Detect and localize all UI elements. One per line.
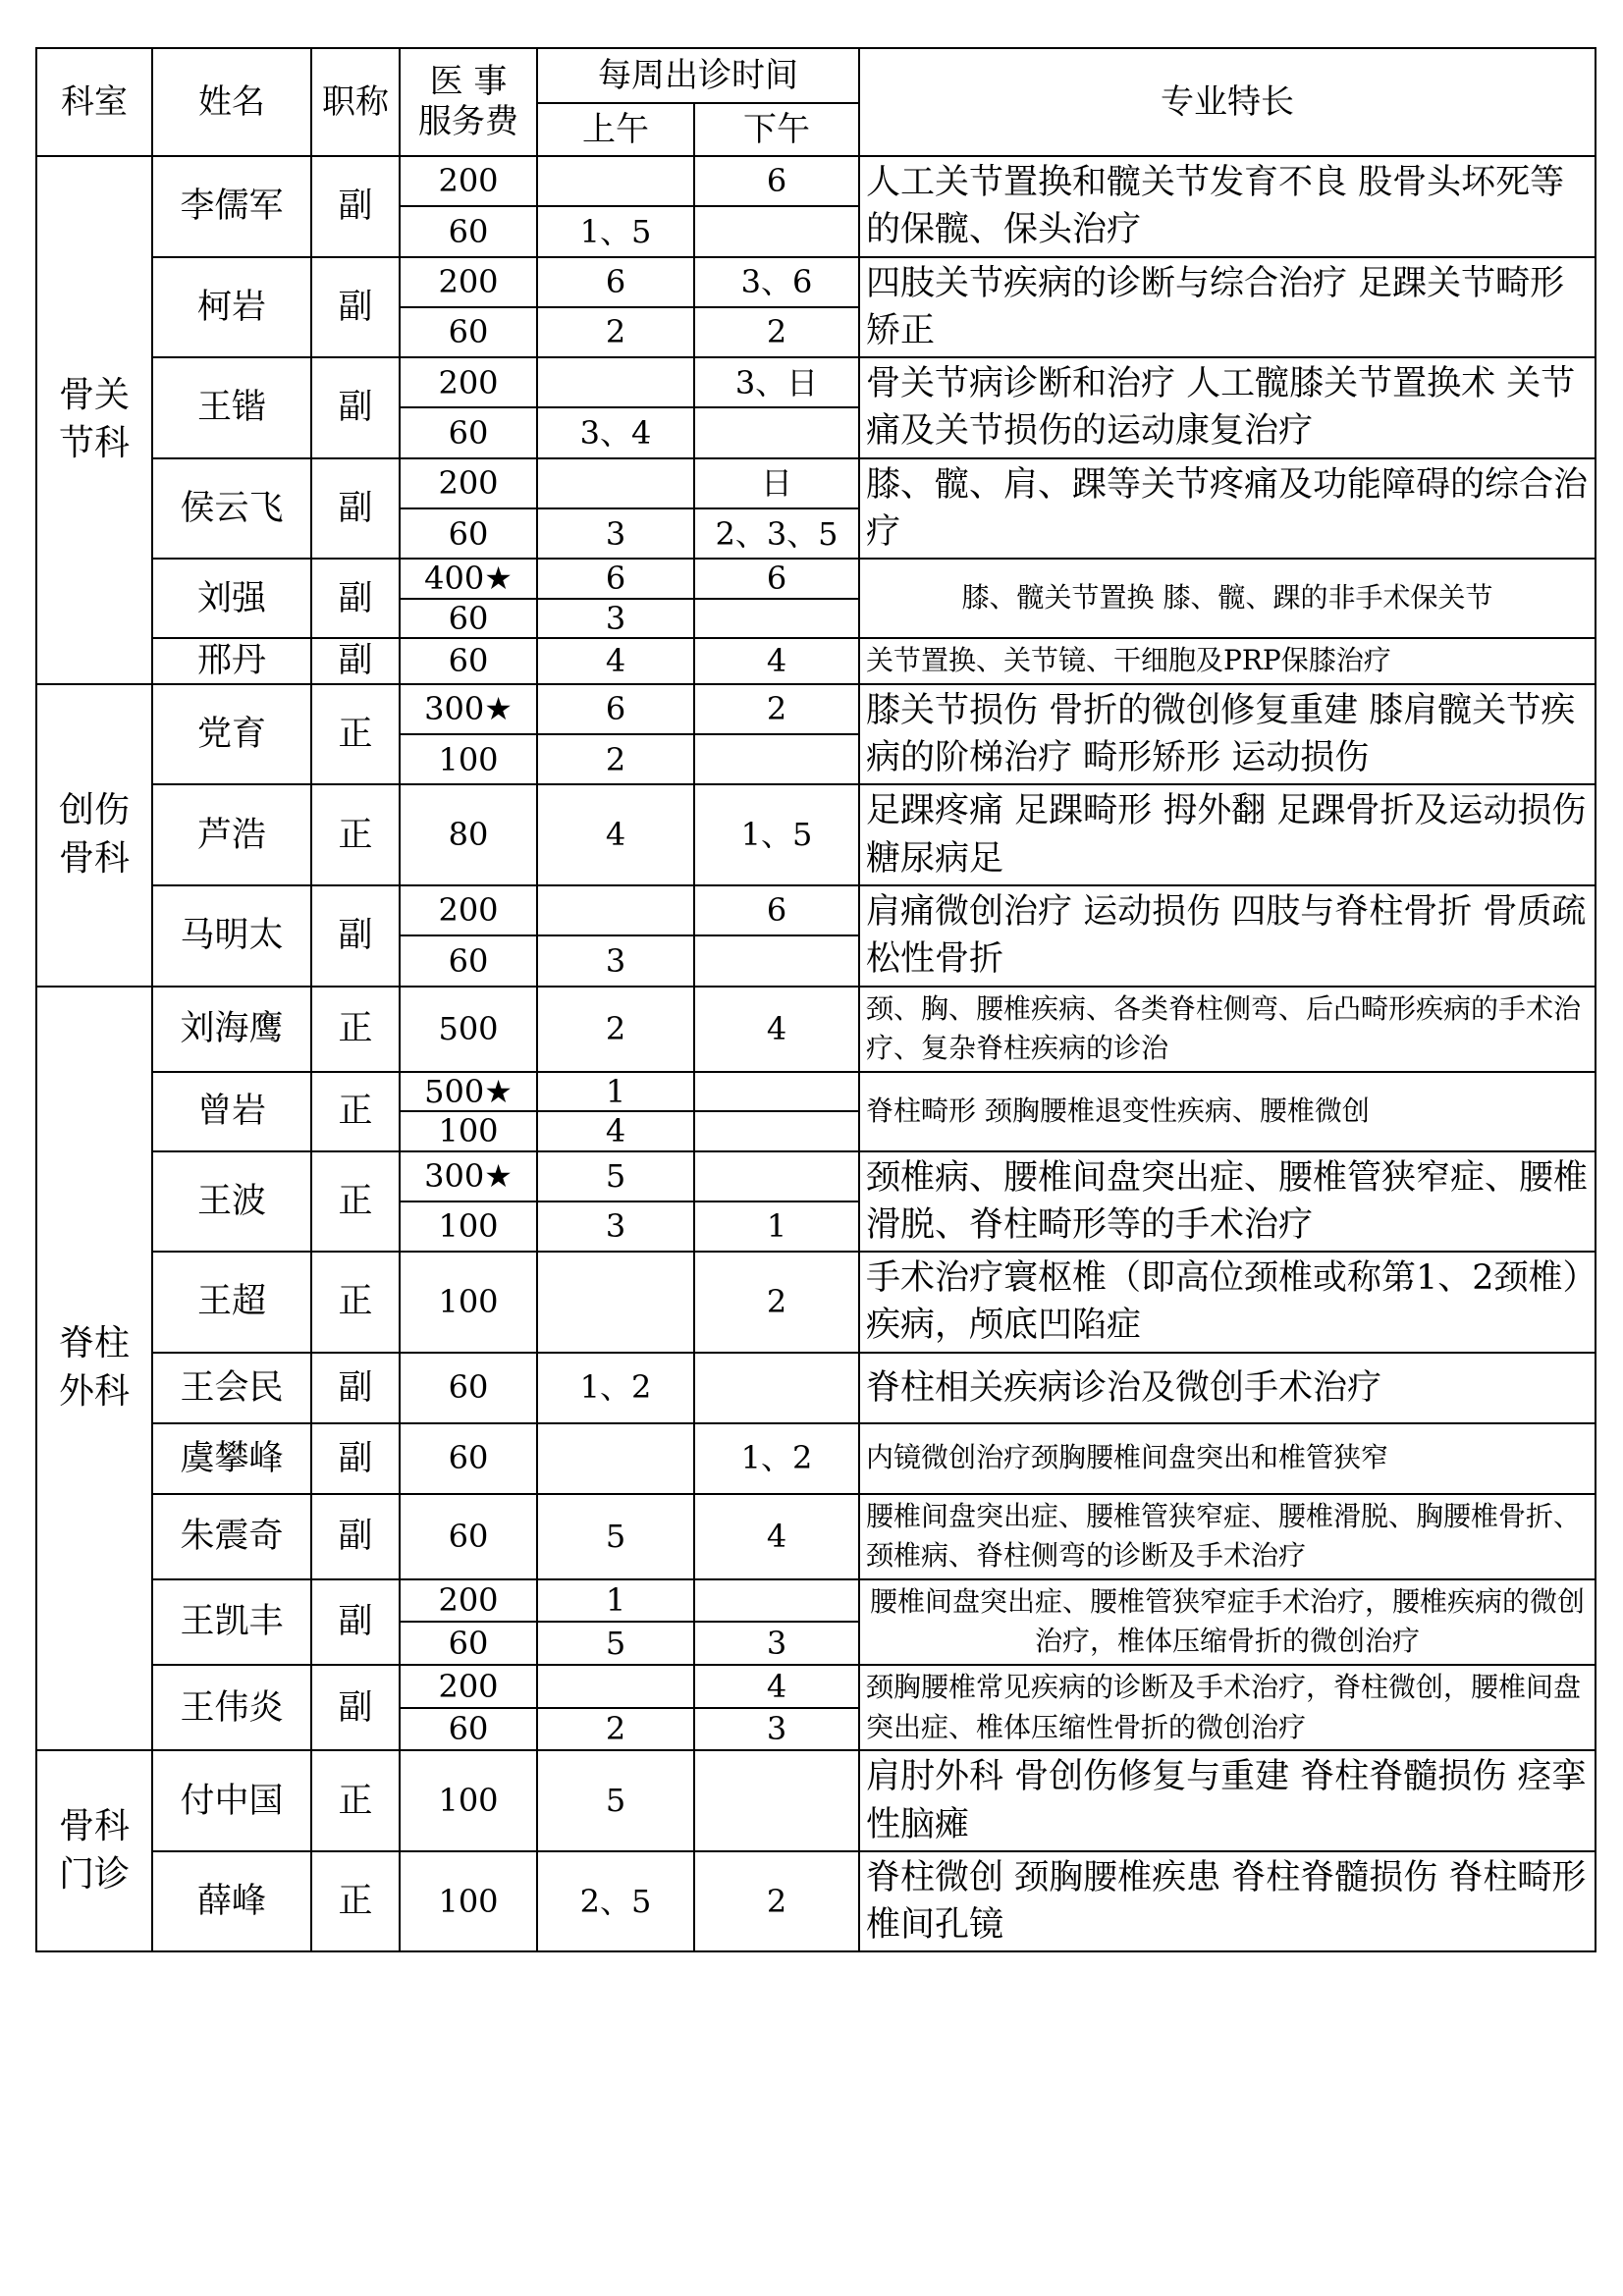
fee-cell: 200 xyxy=(400,1665,537,1708)
fee-cell: 100 xyxy=(400,1201,537,1252)
pm-cell: 6 xyxy=(694,885,859,935)
fee-cell: 200 xyxy=(400,156,537,206)
clinic-schedule-table xyxy=(35,47,1596,1952)
table-row xyxy=(36,559,1596,598)
am-cell: 3 xyxy=(537,599,694,638)
table-row xyxy=(36,1072,1596,1111)
fee-cell: 60 xyxy=(400,407,537,457)
fee-cell: 200 xyxy=(400,257,537,307)
table-row xyxy=(36,1494,1596,1579)
doctor-title: 副 xyxy=(311,257,400,358)
pm-cell: 日 xyxy=(694,458,859,508)
pm-cell: 4 xyxy=(694,1494,859,1579)
pm-cell: 3、6 xyxy=(694,257,859,307)
table-row xyxy=(36,987,1596,1072)
table-row xyxy=(36,1579,1596,1623)
doctor-title: 副 xyxy=(311,885,400,987)
am-cell: 3 xyxy=(537,508,694,559)
table-row xyxy=(36,458,1596,508)
doctor-title: 副 xyxy=(311,559,400,638)
doctor-name: 刘海鹰 xyxy=(152,987,311,1072)
specialty-cell: 手术治疗寰枢椎（即高位颈椎或称第1、2颈椎）疾病，颅底凹陷症 xyxy=(859,1252,1596,1353)
doctor-name: 王锴 xyxy=(152,357,311,458)
specialty-cell: 腰椎间盘突出症、腰椎管狭窄症、腰椎滑脱、胸腰椎骨折、颈椎病、脊柱侧弯的诊断及手术治疗 xyxy=(859,1494,1596,1579)
header-pm: 下午 xyxy=(694,103,859,156)
specialty-cell: 四肢关节疾病的诊断与综合治疗 足踝关节畸形矫正 xyxy=(859,257,1596,358)
table-row xyxy=(36,1423,1596,1494)
fee-cell: 200 xyxy=(400,458,537,508)
am-cell xyxy=(537,1252,694,1353)
doctor-name: 曾岩 xyxy=(152,1072,311,1151)
doctor-name: 薛峰 xyxy=(152,1851,311,1952)
doctor-title: 副 xyxy=(311,1579,400,1665)
table-row xyxy=(36,885,1596,935)
am-cell: 5 xyxy=(537,1494,694,1579)
pm-cell: 3 xyxy=(694,1622,859,1665)
am-cell: 1 xyxy=(537,1579,694,1623)
table-row xyxy=(36,156,1596,206)
specialty-cell: 内镜微创治疗颈胸腰椎间盘突出和椎管狭窄 xyxy=(859,1423,1596,1494)
pm-cell xyxy=(694,1151,859,1201)
doctor-title: 副 xyxy=(311,1665,400,1750)
table-row xyxy=(36,257,1596,307)
doctor-name: 李儒军 xyxy=(152,156,311,257)
am-cell xyxy=(537,1665,694,1708)
specialty-cell: 腰椎间盘突出症、腰椎管狭窄症手术治疗，腰椎疾病的微创治疗，椎体压缩骨折的微创治疗 xyxy=(859,1579,1596,1665)
fee-cell: 100 xyxy=(400,734,537,784)
doctor-title: 正 xyxy=(311,1252,400,1353)
am-cell: 1、2 xyxy=(537,1353,694,1423)
am-cell: 3 xyxy=(537,935,694,986)
am-cell: 6 xyxy=(537,257,694,307)
pm-cell: 2 xyxy=(694,684,859,734)
doctor-name: 党育 xyxy=(152,684,311,785)
fee-cell: 100 xyxy=(400,1111,537,1150)
doctor-name: 王波 xyxy=(152,1151,311,1253)
doctor-name: 王超 xyxy=(152,1252,311,1353)
doctor-title: 正 xyxy=(311,1151,400,1253)
fee-cell: 60 xyxy=(400,1708,537,1751)
fee-cell: 60 xyxy=(400,1423,537,1494)
specialty-cell: 颈胸腰椎常见疾病的诊断及手术治疗，脊柱微创，腰椎间盘突出症、椎体压缩性骨折的微创治疗 xyxy=(859,1665,1596,1750)
fee-cell: 100 xyxy=(400,1750,537,1851)
pm-cell xyxy=(694,407,859,457)
doctor-name: 刘强 xyxy=(152,559,311,638)
table-row xyxy=(36,357,1596,407)
pm-cell: 2 xyxy=(694,1851,859,1952)
doctor-title: 副 xyxy=(311,156,400,257)
fee-cell: 500★ xyxy=(400,1072,537,1111)
am-cell: 2、5 xyxy=(537,1851,694,1952)
pm-cell: 2 xyxy=(694,307,859,357)
doctor-title: 副 xyxy=(311,458,400,560)
pm-cell: 1 xyxy=(694,1201,859,1252)
doctor-title: 正 xyxy=(311,987,400,1072)
pm-cell: 1、5 xyxy=(694,784,859,885)
doctor-title: 副 xyxy=(311,1353,400,1423)
am-cell: 5 xyxy=(537,1750,694,1851)
specialty-cell: 肩痛微创治疗 运动损伤 四肢与脊柱骨折 骨质疏松性骨折 xyxy=(859,885,1596,987)
table-row xyxy=(36,1353,1596,1423)
am-cell: 4 xyxy=(537,1111,694,1150)
specialty-cell: 关节置换、关节镜、干细胞及PRP保膝治疗 xyxy=(859,638,1596,684)
am-cell xyxy=(537,357,694,407)
specialty-cell: 脊柱微创 颈胸腰椎疾患 脊柱脊髓损伤 脊柱畸形 椎间孔镜 xyxy=(859,1851,1596,1952)
fee-cell: 300★ xyxy=(400,684,537,734)
am-cell: 2 xyxy=(537,734,694,784)
specialty-cell: 骨关节病诊断和治疗 人工髋膝关节置换术 关节痛及关节损伤的运动康复治疗 xyxy=(859,357,1596,458)
am-cell xyxy=(537,458,694,508)
doctor-title: 副 xyxy=(311,357,400,458)
doctor-name: 王凯丰 xyxy=(152,1579,311,1665)
department-cell: 创伤 骨科 xyxy=(36,684,152,987)
pm-cell: 6 xyxy=(694,156,859,206)
department-cell: 脊柱 外科 xyxy=(36,987,152,1751)
fee-cell: 200 xyxy=(400,357,537,407)
table-row xyxy=(36,1750,1596,1851)
doctor-title: 正 xyxy=(311,684,400,785)
header-weekly: 每周出诊时间 xyxy=(537,48,859,103)
doctor-name: 付中国 xyxy=(152,1750,311,1851)
fee-cell: 80 xyxy=(400,784,537,885)
table-row xyxy=(36,1151,1596,1201)
am-cell: 4 xyxy=(537,784,694,885)
doctor-name: 虞攀峰 xyxy=(152,1423,311,1494)
department-cell: 骨关 节科 xyxy=(36,156,152,684)
specialty-cell: 足踝疼痛 足踝畸形 拇外翻 足踝骨折及运动损伤 糖尿病足 xyxy=(859,784,1596,885)
table-row xyxy=(36,638,1596,684)
doctor-name: 马明太 xyxy=(152,885,311,987)
pm-cell xyxy=(694,734,859,784)
doctor-title: 正 xyxy=(311,1072,400,1151)
pm-cell: 4 xyxy=(694,638,859,684)
fee-cell: 300★ xyxy=(400,1151,537,1201)
am-cell: 2 xyxy=(537,987,694,1072)
am-cell: 1 xyxy=(537,1072,694,1111)
specialty-cell: 膝关节损伤 骨折的微创修复重建 膝肩髋关节疾病的阶梯治疗 畸形矫形 运动损伤 xyxy=(859,684,1596,785)
fee-cell: 100 xyxy=(400,1252,537,1353)
pm-cell: 6 xyxy=(694,559,859,598)
specialty-cell: 膝、髋、肩、踝等关节疼痛及功能障碍的综合治疗 xyxy=(859,458,1596,560)
specialty-cell: 脊柱相关疾病诊治及微创手术治疗 xyxy=(859,1353,1596,1423)
fee-cell: 60 xyxy=(400,1622,537,1665)
table-row xyxy=(36,1665,1596,1708)
doctor-title: 副 xyxy=(311,1494,400,1579)
table-row xyxy=(36,1851,1596,1952)
pm-cell: 4 xyxy=(694,1665,859,1708)
specialty-cell: 颈、胸、腰椎疾病、各类脊柱侧弯、后凸畸形疾病的手术治疗、复杂脊柱疾病的诊治 xyxy=(859,987,1596,1072)
table-row xyxy=(36,784,1596,885)
fee-cell: 200 xyxy=(400,885,537,935)
schedule-body xyxy=(36,156,1596,1951)
am-cell: 2 xyxy=(537,1708,694,1751)
am-cell: 6 xyxy=(537,684,694,734)
doctor-name: 王会民 xyxy=(152,1353,311,1423)
am-cell: 3 xyxy=(537,1201,694,1252)
doctor-name: 邢丹 xyxy=(152,638,311,684)
fee-cell: 60 xyxy=(400,508,537,559)
header-title: 职称 xyxy=(311,48,400,156)
fee-cell: 60 xyxy=(400,935,537,986)
table-row xyxy=(36,1252,1596,1353)
header-fee: 医 事 服务费 xyxy=(400,48,537,156)
header-name: 姓名 xyxy=(152,48,311,156)
fee-cell: 60 xyxy=(400,307,537,357)
specialty-cell: 人工关节置换和髋关节发育不良 股骨头坏死等的保髋、保头治疗 xyxy=(859,156,1596,257)
doctor-title: 副 xyxy=(311,1423,400,1494)
fee-cell: 400★ xyxy=(400,559,537,598)
doctor-title: 正 xyxy=(311,1851,400,1952)
pm-cell: 2 xyxy=(694,1252,859,1353)
pm-cell xyxy=(694,1072,859,1111)
pm-cell xyxy=(694,935,859,986)
am-cell xyxy=(537,885,694,935)
pm-cell: 2、3、5 xyxy=(694,508,859,559)
specialty-cell: 肩肘外科 骨创伤修复与重建 脊柱脊髓损伤 痉挛性脑瘫 xyxy=(859,1750,1596,1851)
pm-cell xyxy=(694,1750,859,1851)
pm-cell xyxy=(694,1579,859,1623)
specialty-cell: 颈椎病、腰椎间盘突出症、腰椎管狭窄症、腰椎滑脱、脊柱畸形等的手术治疗 xyxy=(859,1151,1596,1253)
fee-cell: 60 xyxy=(400,599,537,638)
doctor-name: 王伟炎 xyxy=(152,1665,311,1750)
am-cell: 3、4 xyxy=(537,407,694,457)
header-specialty: 专业特长 xyxy=(859,48,1596,156)
header-dept: 科室 xyxy=(36,48,152,156)
table-row xyxy=(36,684,1596,734)
pm-cell xyxy=(694,599,859,638)
pm-cell xyxy=(694,1111,859,1150)
doctor-name: 侯云飞 xyxy=(152,458,311,560)
pm-cell xyxy=(694,1353,859,1423)
doctor-name: 柯岩 xyxy=(152,257,311,358)
fee-cell: 60 xyxy=(400,638,537,684)
header-am: 上午 xyxy=(537,103,694,156)
doctor-title: 正 xyxy=(311,1750,400,1851)
fee-cell: 200 xyxy=(400,1579,537,1623)
am-cell: 4 xyxy=(537,638,694,684)
am-cell: 2 xyxy=(537,307,694,357)
pm-cell: 3 xyxy=(694,1708,859,1751)
fee-cell: 60 xyxy=(400,1494,537,1579)
am-cell: 5 xyxy=(537,1622,694,1665)
am-cell xyxy=(537,1423,694,1494)
fee-cell: 60 xyxy=(400,1353,537,1423)
fee-cell: 100 xyxy=(400,1851,537,1952)
doctor-name: 芦浩 xyxy=(152,784,311,885)
fee-cell: 60 xyxy=(400,206,537,256)
am-cell: 6 xyxy=(537,559,694,598)
pm-cell: 4 xyxy=(694,987,859,1072)
pm-cell: 3、日 xyxy=(694,357,859,407)
pm-cell xyxy=(694,206,859,256)
am-cell xyxy=(537,156,694,206)
specialty-cell: 脊柱畸形 颈胸腰椎退变性疾病、腰椎微创 xyxy=(859,1072,1596,1151)
doctor-name: 朱震奇 xyxy=(152,1494,311,1579)
specialty-cell: 膝、髋关节置换 膝、髋、踝的非手术保关节 xyxy=(859,559,1596,638)
department-cell: 骨科 门诊 xyxy=(36,1750,152,1951)
am-cell: 5 xyxy=(537,1151,694,1201)
fee-cell: 500 xyxy=(400,987,537,1072)
pm-cell: 1、2 xyxy=(694,1423,859,1494)
doctor-title: 副 xyxy=(311,638,400,684)
am-cell: 1、5 xyxy=(537,206,694,256)
doctor-title: 正 xyxy=(311,784,400,885)
